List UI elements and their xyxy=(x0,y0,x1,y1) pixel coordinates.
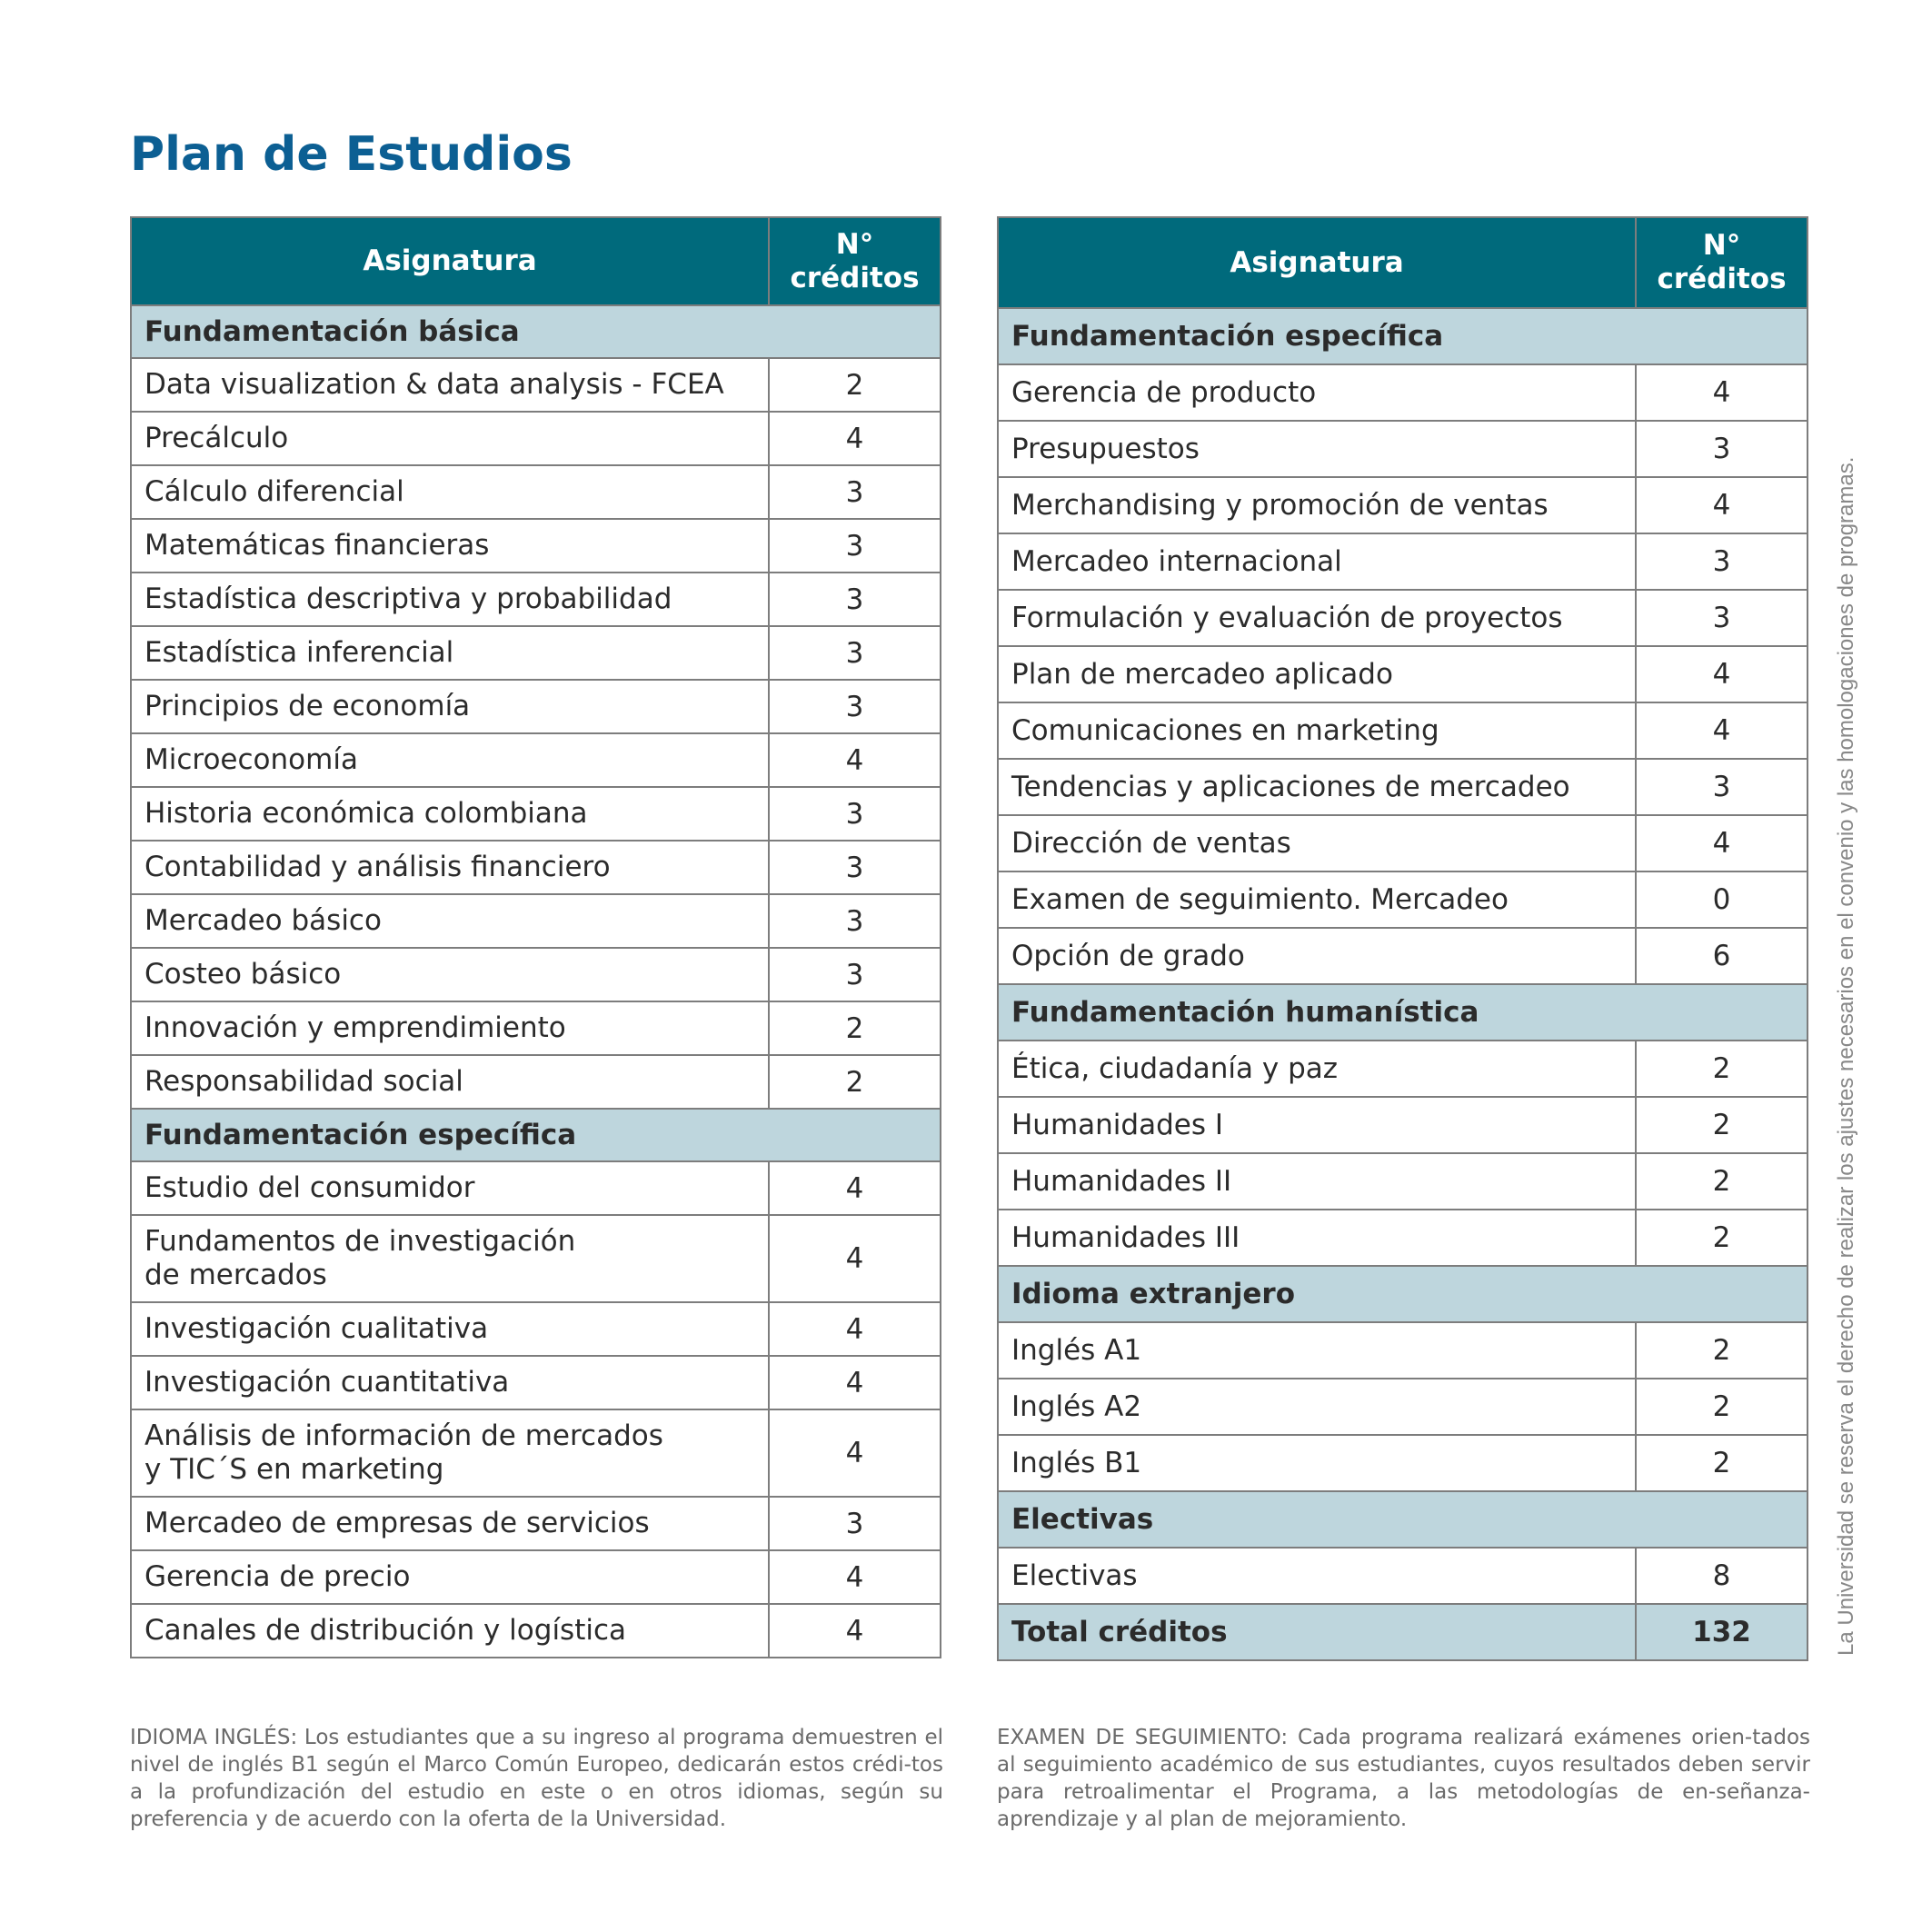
subject-credits: 3 xyxy=(769,841,941,894)
table-row xyxy=(998,815,1808,871)
table-header-row xyxy=(131,217,941,305)
table-row xyxy=(131,1215,941,1302)
table-row xyxy=(998,1153,1808,1210)
table-row xyxy=(998,1041,1808,1097)
subject-name: Mercadeo básico xyxy=(131,894,769,948)
subject-name: Formulación y evaluación de proyectos xyxy=(998,590,1636,646)
table-row xyxy=(131,1409,941,1497)
credits-header-line1: N° xyxy=(1702,229,1741,262)
table-row xyxy=(998,1097,1808,1153)
table-row xyxy=(131,1055,941,1109)
table-row xyxy=(998,702,1808,759)
follow-up-exam-note: EXAMEN DE SEGUIMIENTO: Cada programa realizará exámenes orien-tados al seguimiento académico de sus estudiantes, cuyos resultados deben servir para retroalimentar el Programa, a las metodologías de en-señanza-aprendizaje y al plan de mejoramiento. xyxy=(997,1726,1810,1831)
section-row xyxy=(998,1266,1808,1322)
table-row xyxy=(998,421,1808,477)
subject-name: Costeo básico xyxy=(131,948,769,1001)
subject-name: Investigación cualitativa xyxy=(131,1302,769,1356)
subject-credits: 3 xyxy=(769,465,941,519)
table-row xyxy=(998,1210,1808,1266)
page-title: Plan de Estudios xyxy=(130,127,573,182)
table-row xyxy=(131,626,941,680)
subject-name: Estudio del consumidor xyxy=(131,1161,769,1215)
subject-credits: 2 xyxy=(769,1055,941,1109)
table-row xyxy=(998,1322,1808,1379)
section-title: Electivas xyxy=(998,1491,1808,1548)
subject-name: Gerencia de producto xyxy=(998,364,1636,421)
subject-name-line2: de mercados xyxy=(144,1259,327,1291)
subject-credits: 4 xyxy=(769,733,941,787)
table-row xyxy=(131,680,941,733)
table-row xyxy=(998,364,1808,421)
subject-name: Canales de distribución y logística xyxy=(131,1604,769,1658)
rights-reserved-side-note: La Universidad se reserva el derecho de realizar los ajustes necesarios en el convenio y las homologaciones de programas. xyxy=(1834,456,1858,1656)
subject-name: Historia económica colombiana xyxy=(131,787,769,841)
section-title: Fundamentación humanística xyxy=(998,984,1808,1041)
subject-credits: 2 xyxy=(1636,1322,1808,1379)
subject-name: Precálculo xyxy=(131,412,769,465)
subject-credits: 3 xyxy=(769,787,941,841)
subject-name: Humanidades I xyxy=(998,1097,1636,1153)
total-value: 132 xyxy=(1636,1604,1808,1660)
section-row xyxy=(998,984,1808,1041)
subject-name: Gerencia de precio xyxy=(131,1550,769,1604)
table-row xyxy=(131,465,941,519)
subject-name: Opción de grado xyxy=(998,928,1636,984)
subject-name: Investigación cuantitativa xyxy=(131,1356,769,1409)
subject-credits: 4 xyxy=(769,1356,941,1409)
table-row xyxy=(131,1497,941,1550)
table-row xyxy=(131,1302,941,1356)
subject-credits: 4 xyxy=(769,1409,941,1497)
table-row xyxy=(998,477,1808,533)
subject-name: Principios de economía xyxy=(131,680,769,733)
table-row xyxy=(998,590,1808,646)
section-title: Idioma extranjero xyxy=(998,1266,1808,1322)
study-plan-table-right xyxy=(997,216,1808,1661)
subject-credits: 4 xyxy=(1636,477,1808,533)
subject-name: Estadística inferencial xyxy=(131,626,769,680)
subject-name: Estadística descriptiva y probabilidad xyxy=(131,573,769,626)
table-row xyxy=(998,1379,1808,1435)
subject-credits: 3 xyxy=(1636,421,1808,477)
subject-name: Inglés B1 xyxy=(998,1435,1636,1491)
table-row xyxy=(131,519,941,573)
subject-name-line1: Fundamentos de investigación xyxy=(144,1225,576,1258)
subject-credits: 3 xyxy=(1636,590,1808,646)
subject-name: Contabilidad y análisis financiero xyxy=(131,841,769,894)
subject-name: Tendencias y aplicaciones de mercadeo xyxy=(998,759,1636,815)
section-title: Fundamentación básica xyxy=(131,305,941,358)
subject-credits: 4 xyxy=(769,1302,941,1356)
subject-name: Merchandising y promoción de ventas xyxy=(998,477,1636,533)
subject-name: Data visualization & data analysis - FCEA xyxy=(131,358,769,412)
table-row xyxy=(131,894,941,948)
subject-credits: 3 xyxy=(769,948,941,1001)
table-row xyxy=(131,787,941,841)
table-row xyxy=(998,759,1808,815)
subject-name: Inglés A1 xyxy=(998,1322,1636,1379)
subject-credits: 3 xyxy=(769,894,941,948)
subject-credits: 3 xyxy=(1636,533,1808,590)
table-header-row xyxy=(998,217,1808,308)
subject-credits: 4 xyxy=(769,1161,941,1215)
subject-credits: 4 xyxy=(1636,702,1808,759)
subject-credits: 4 xyxy=(769,412,941,465)
subject-credits: 3 xyxy=(769,626,941,680)
subject-credits: 4 xyxy=(1636,646,1808,702)
study-plan-table-left xyxy=(130,216,941,1658)
table-row xyxy=(131,733,941,787)
subject-credits: 2 xyxy=(1636,1041,1808,1097)
subject-name-line2: y TIC´S en marketing xyxy=(144,1453,444,1486)
credits-header-line2: créditos xyxy=(790,261,920,294)
subject-column-header: Asignatura xyxy=(131,217,769,305)
table-row xyxy=(998,533,1808,590)
subject-credits: 2 xyxy=(1636,1210,1808,1266)
subject-credits: 0 xyxy=(1636,871,1808,928)
subject-name: Ética, ciudadanía y paz xyxy=(998,1041,1636,1097)
subject-name: Comunicaciones en marketing xyxy=(998,702,1636,759)
table-row xyxy=(131,1001,941,1055)
table-row xyxy=(131,1550,941,1604)
table-row xyxy=(131,573,941,626)
subject-credits: 2 xyxy=(769,1001,941,1055)
subject-name: Microeconomía xyxy=(131,733,769,787)
subject-name: Electivas xyxy=(998,1548,1636,1604)
subject-name: Mercadeo internacional xyxy=(998,533,1636,590)
subject-credits: 3 xyxy=(769,519,941,573)
credits-column-header xyxy=(769,217,941,305)
subject-credits: 2 xyxy=(1636,1153,1808,1210)
subject-credits: 3 xyxy=(769,1497,941,1550)
subject-credits: 2 xyxy=(1636,1379,1808,1435)
table-row xyxy=(131,1161,941,1215)
section-title: Fundamentación específica xyxy=(131,1109,941,1161)
credits-column-header xyxy=(1636,217,1808,308)
subject-name: Responsabilidad social xyxy=(131,1055,769,1109)
table-row xyxy=(131,1356,941,1409)
subject-credits: 2 xyxy=(769,358,941,412)
subject-credits: 2 xyxy=(1636,1097,1808,1153)
subject-column-header: Asignatura xyxy=(998,217,1636,308)
section-row xyxy=(131,1109,941,1161)
subject-credits: 3 xyxy=(769,573,941,626)
subject-name: Inglés A2 xyxy=(998,1379,1636,1435)
subject-name: Innovación y emprendimiento xyxy=(131,1001,769,1055)
table-row xyxy=(998,646,1808,702)
subject-name: Mercadeo de empresas de servicios xyxy=(131,1497,769,1550)
table-row xyxy=(998,1548,1808,1604)
subject-credits: 3 xyxy=(1636,759,1808,815)
subject-credits: 3 xyxy=(769,680,941,733)
total-label: Total créditos xyxy=(998,1604,1636,1660)
subject-name: Cálculo diferencial xyxy=(131,465,769,519)
subject-name xyxy=(131,1409,769,1497)
table-row xyxy=(131,841,941,894)
section-row xyxy=(998,308,1808,364)
subject-credits: 4 xyxy=(1636,364,1808,421)
total-row xyxy=(998,1604,1808,1660)
table-row xyxy=(998,871,1808,928)
table-row xyxy=(131,948,941,1001)
subject-credits: 4 xyxy=(769,1550,941,1604)
subject-credits: 4 xyxy=(769,1215,941,1302)
english-language-note: IDIOMA INGLÉS: Los estudiantes que a su ingreso al programa demuestren el nivel de inglés B1 según el Marco Común Europeo, dedicarán estos crédi-tos a la profundización del estudio en este o en otros idiomas, según su preferencia y de acuerdo con la oferta de la Universidad. xyxy=(130,1726,943,1831)
subject-name: Humanidades III xyxy=(998,1210,1636,1266)
section-row xyxy=(998,1491,1808,1548)
subject-name: Matemáticas financieras xyxy=(131,519,769,573)
subject-name: Plan de mercadeo aplicado xyxy=(998,646,1636,702)
credits-header-line1: N° xyxy=(835,227,874,261)
table-row xyxy=(131,412,941,465)
table-row xyxy=(998,928,1808,984)
subject-name: Examen de seguimiento. Mercadeo xyxy=(998,871,1636,928)
subject-credits: 2 xyxy=(1636,1435,1808,1491)
table-row xyxy=(131,1604,941,1658)
table-row xyxy=(131,358,941,412)
credits-header-line2: créditos xyxy=(1657,263,1787,295)
subject-credits: 4 xyxy=(769,1604,941,1658)
subject-credits: 4 xyxy=(1636,815,1808,871)
section-title: Fundamentación específica xyxy=(998,308,1808,364)
subject-credits: 8 xyxy=(1636,1548,1808,1604)
subject-name: Presupuestos xyxy=(998,421,1636,477)
subject-name-line1: Análisis de información de mercados xyxy=(144,1419,663,1452)
section-row xyxy=(131,305,941,358)
subject-name xyxy=(131,1215,769,1302)
subject-name: Dirección de ventas xyxy=(998,815,1636,871)
subject-credits: 6 xyxy=(1636,928,1808,984)
table-row xyxy=(998,1435,1808,1491)
subject-name: Humanidades II xyxy=(998,1153,1636,1210)
